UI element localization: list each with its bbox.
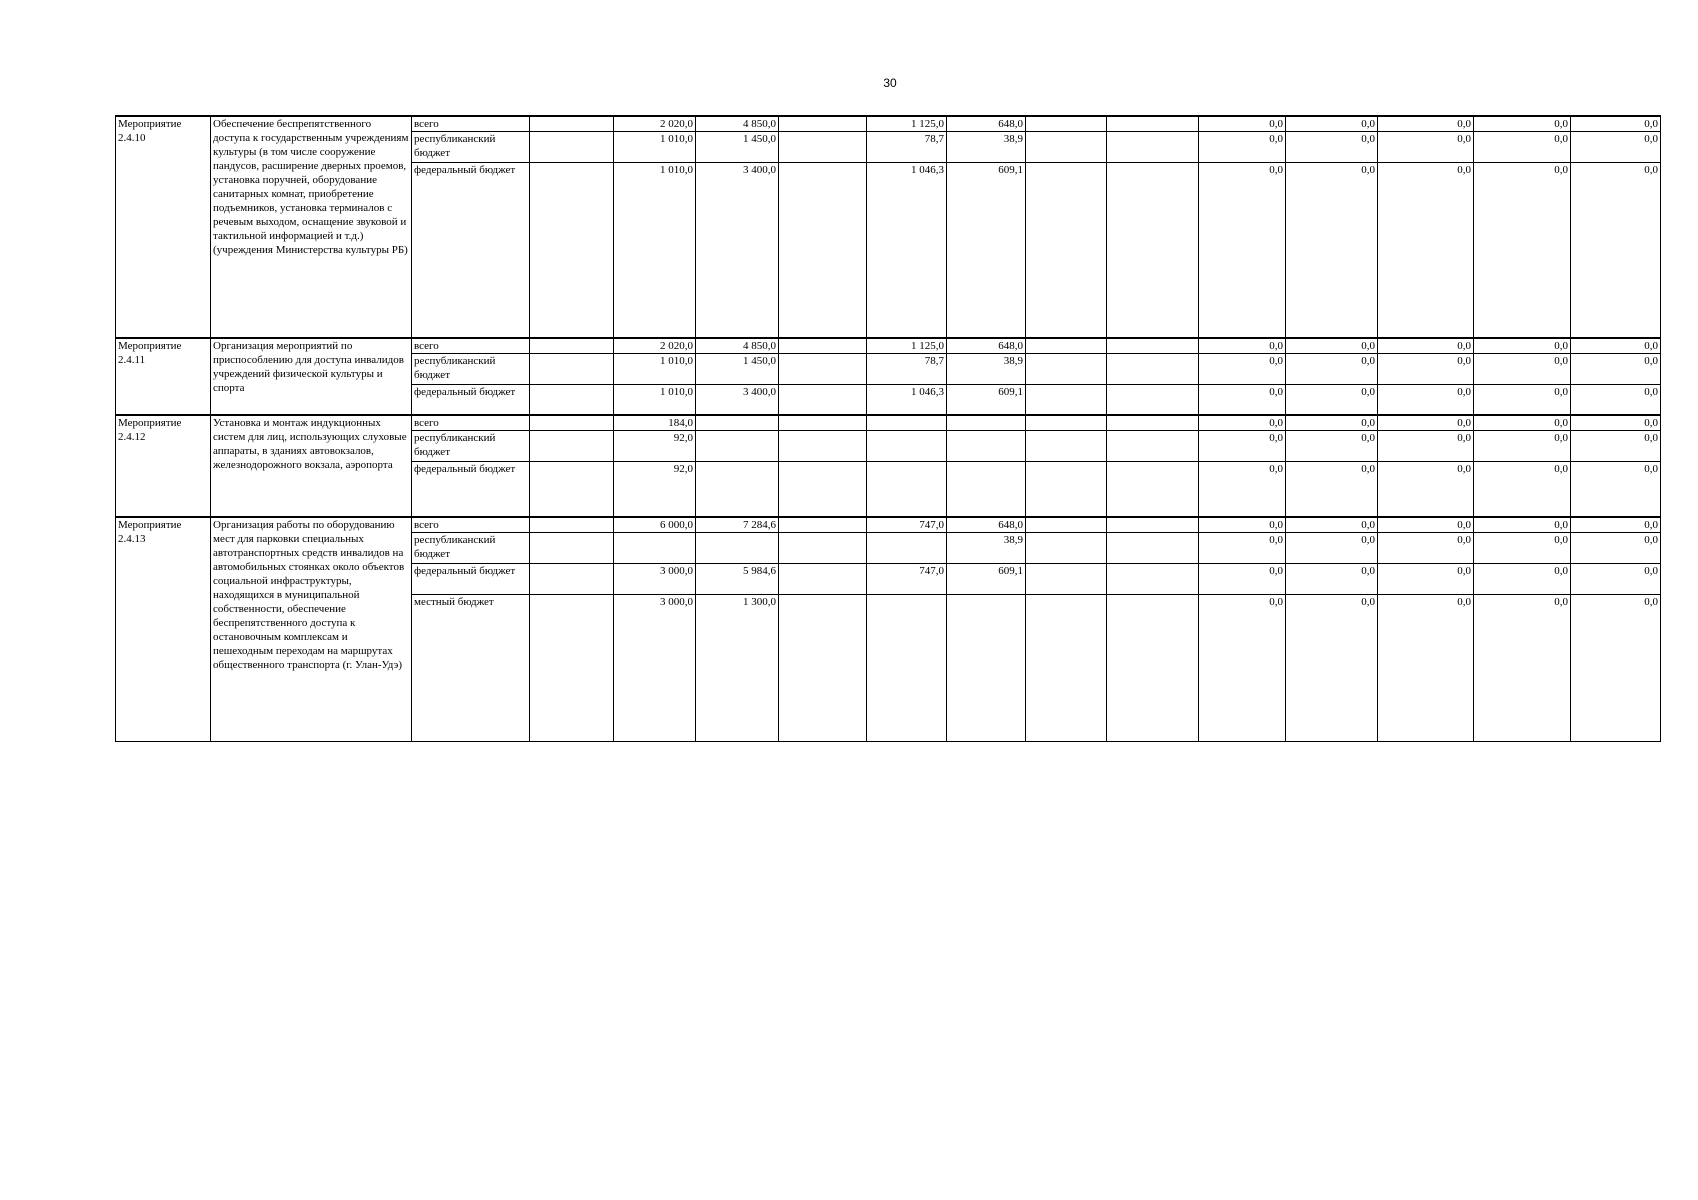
value-cell	[530, 415, 614, 431]
value-cell: 3 000,0	[614, 594, 696, 741]
page-number: 30	[883, 76, 897, 90]
value-cell: 0,0	[1286, 462, 1378, 517]
value-cell: 0,0	[1571, 116, 1661, 132]
value-cell	[779, 353, 867, 384]
value-cell	[530, 338, 614, 354]
value-cell: 0,0	[1571, 353, 1661, 384]
value-cell: 747,0	[867, 563, 947, 594]
value-cell: 1 125,0	[867, 338, 947, 354]
value-cell: 0,0	[1474, 116, 1571, 132]
value-cell: 1 125,0	[867, 116, 947, 132]
value-cell: 0,0	[1286, 132, 1378, 163]
value-cell: 92,0	[614, 431, 696, 462]
event-description: Организация работы по оборудованию мест для парковки специальных автотранспортных средств инвалидов на автомобильных стоянках около объектов социальной инфраструктуры, находящихся в муниципальной собственности, обеспечение беспрепятственного доступа к остановочным комплексам и пешеходным переходам на маршрутах общественного транспорта (г. Улан-Удэ)	[211, 517, 412, 742]
value-cell	[530, 163, 614, 338]
value-cell: 1 450,0	[696, 353, 779, 384]
value-cell	[947, 431, 1026, 462]
value-cell: 0,0	[1199, 163, 1286, 338]
value-cell	[1107, 338, 1199, 354]
value-cell: 0,0	[1378, 338, 1474, 354]
value-cell	[696, 532, 779, 563]
value-cell: 0,0	[1199, 462, 1286, 517]
value-cell	[1026, 338, 1107, 354]
value-cell: 0,0	[1571, 563, 1661, 594]
value-cell: 0,0	[1474, 353, 1571, 384]
value-cell	[1107, 384, 1199, 415]
value-cell: 0,0	[1199, 563, 1286, 594]
value-cell: 747,0	[867, 517, 947, 533]
value-cell	[947, 594, 1026, 741]
value-cell: 0,0	[1378, 116, 1474, 132]
value-cell: 0,0	[1474, 338, 1571, 354]
funding-source: федеральный бюджет	[412, 563, 530, 594]
value-cell: 0,0	[1378, 353, 1474, 384]
value-cell: 0,0	[1199, 415, 1286, 431]
value-cell	[1107, 563, 1199, 594]
value-cell	[530, 532, 614, 563]
value-cell: 609,1	[947, 163, 1026, 338]
value-cell: 0,0	[1378, 163, 1474, 338]
value-cell: 0,0	[1286, 116, 1378, 132]
value-cell: 7 284,6	[696, 517, 779, 533]
value-cell: 78,7	[867, 353, 947, 384]
value-cell: 5 984,6	[696, 563, 779, 594]
value-cell: 3 400,0	[696, 163, 779, 338]
value-cell: 0,0	[1286, 353, 1378, 384]
value-cell	[696, 431, 779, 462]
value-cell: 1 010,0	[614, 353, 696, 384]
value-cell: 0,0	[1378, 517, 1474, 533]
value-cell: 0,0	[1571, 462, 1661, 517]
value-cell	[867, 415, 947, 431]
value-cell: 0,0	[1378, 594, 1474, 741]
value-cell	[530, 594, 614, 741]
value-cell	[1026, 431, 1107, 462]
value-cell: 0,0	[1571, 338, 1661, 354]
value-cell: 3 000,0	[614, 563, 696, 594]
funding-source: всего	[412, 116, 530, 132]
funding-source: республиканский бюджет	[412, 132, 530, 163]
value-cell: 1 010,0	[614, 163, 696, 338]
value-cell: 609,1	[947, 563, 1026, 594]
value-cell: 0,0	[1378, 132, 1474, 163]
value-cell: 0,0	[1378, 431, 1474, 462]
value-cell: 0,0	[1378, 384, 1474, 415]
value-cell: 0,0	[1199, 532, 1286, 563]
value-cell: 0,0	[1378, 563, 1474, 594]
value-cell: 648,0	[947, 338, 1026, 354]
table-row	[116, 415, 1661, 431]
value-cell	[1107, 517, 1199, 533]
value-cell	[530, 116, 614, 132]
value-cell: 0,0	[1286, 532, 1378, 563]
value-cell: 0,0	[1378, 532, 1474, 563]
value-cell: 38,9	[947, 532, 1026, 563]
value-cell	[779, 415, 867, 431]
value-cell: 0,0	[1199, 431, 1286, 462]
value-cell	[779, 594, 867, 741]
value-cell	[779, 532, 867, 563]
value-cell: 38,9	[947, 132, 1026, 163]
value-cell	[530, 517, 614, 533]
value-cell	[867, 462, 947, 517]
event-description: Обеспечение беспрепятственного доступа к государственным учреждениям культуры (в том числе сооружение пандусов, расширение дверных проемов, установка поручней, оборудование санитарных комнат, приобретение подъемников, установка терминалов с речевым выходом, оснащение звуковой и тактильной информацией и т.д.) (учреждения Министерства культуры РБ)	[211, 116, 412, 338]
value-cell: 0,0	[1474, 415, 1571, 431]
value-cell	[779, 132, 867, 163]
value-cell	[779, 462, 867, 517]
value-cell: 0,0	[1199, 132, 1286, 163]
value-cell: 0,0	[1474, 517, 1571, 533]
value-cell	[1107, 163, 1199, 338]
value-cell: 2 020,0	[614, 116, 696, 132]
value-cell	[1026, 163, 1107, 338]
value-cell: 92,0	[614, 462, 696, 517]
table-row	[116, 116, 1661, 132]
value-cell	[1026, 563, 1107, 594]
value-cell	[779, 116, 867, 132]
value-cell	[867, 431, 947, 462]
value-cell: 0,0	[1474, 462, 1571, 517]
value-cell	[1026, 462, 1107, 517]
value-cell: 0,0	[1286, 415, 1378, 431]
value-cell	[1026, 594, 1107, 741]
value-cell	[1026, 132, 1107, 163]
value-cell: 0,0	[1378, 415, 1474, 431]
value-cell: 609,1	[947, 384, 1026, 415]
funding-source: федеральный бюджет	[412, 163, 530, 338]
value-cell	[779, 384, 867, 415]
value-cell	[614, 532, 696, 563]
event-code: Мероприятие 2.4.12	[116, 415, 211, 517]
funding-source: всего	[412, 517, 530, 533]
value-cell: 0,0	[1571, 594, 1661, 741]
value-cell	[530, 132, 614, 163]
value-cell: 1 450,0	[696, 132, 779, 163]
value-cell: 0,0	[1286, 384, 1378, 415]
value-cell	[1107, 116, 1199, 132]
value-cell	[1026, 384, 1107, 415]
value-cell: 0,0	[1199, 116, 1286, 132]
value-cell	[530, 353, 614, 384]
value-cell: 0,0	[1474, 384, 1571, 415]
value-cell: 0,0	[1571, 384, 1661, 415]
budget-table	[115, 115, 1661, 742]
funding-source: республиканский бюджет	[412, 532, 530, 563]
event-description: Организация мероприятий по приспособлению для доступа инвалидов учреждений физической культуры и спорта	[211, 338, 412, 416]
value-cell: 0,0	[1199, 338, 1286, 354]
value-cell: 0,0	[1286, 431, 1378, 462]
value-cell	[1026, 415, 1107, 431]
event-code: Мероприятие 2.4.11	[116, 338, 211, 416]
funding-source: республиканский бюджет	[412, 431, 530, 462]
value-cell	[1026, 517, 1107, 533]
value-cell: 0,0	[1474, 132, 1571, 163]
value-cell	[530, 431, 614, 462]
funding-source: федеральный бюджет	[412, 462, 530, 517]
value-cell	[1107, 415, 1199, 431]
value-cell: 1 046,3	[867, 163, 947, 338]
table-row	[116, 517, 1661, 533]
funding-source: федеральный бюджет	[412, 384, 530, 415]
funding-source: республиканский бюджет	[412, 353, 530, 384]
value-cell: 6 000,0	[614, 517, 696, 533]
value-cell	[867, 594, 947, 741]
value-cell	[1107, 594, 1199, 741]
value-cell	[1107, 353, 1199, 384]
value-cell	[779, 517, 867, 533]
value-cell	[1026, 532, 1107, 563]
event-code: Мероприятие 2.4.10	[116, 116, 211, 338]
value-cell	[779, 431, 867, 462]
value-cell: 3 400,0	[696, 384, 779, 415]
value-cell	[530, 462, 614, 517]
event-description: Установка и монтаж индукционных систем для лиц, использующих слуховые аппараты, в зданиях автовокзалов, железнодорожного вокзала, аэропорта	[211, 415, 412, 517]
value-cell	[696, 462, 779, 517]
value-cell: 648,0	[947, 517, 1026, 533]
value-cell: 0,0	[1474, 163, 1571, 338]
value-cell: 0,0	[1286, 594, 1378, 741]
value-cell: 0,0	[1571, 532, 1661, 563]
value-cell	[947, 415, 1026, 431]
value-cell: 0,0	[1474, 532, 1571, 563]
value-cell: 2 020,0	[614, 338, 696, 354]
value-cell: 0,0	[1571, 431, 1661, 462]
value-cell	[1107, 132, 1199, 163]
value-cell	[1026, 353, 1107, 384]
value-cell: 0,0	[1199, 517, 1286, 533]
value-cell: 1 300,0	[696, 594, 779, 741]
value-cell: 0,0	[1199, 353, 1286, 384]
value-cell	[530, 384, 614, 415]
value-cell: 0,0	[1199, 594, 1286, 741]
value-cell	[530, 563, 614, 594]
value-cell: 0,0	[1474, 594, 1571, 741]
value-cell: 1 046,3	[867, 384, 947, 415]
value-cell	[779, 563, 867, 594]
funding-source: всего	[412, 415, 530, 431]
value-cell: 78,7	[867, 132, 947, 163]
funding-source: местный бюджет	[412, 594, 530, 741]
value-cell: 0,0	[1571, 517, 1661, 533]
value-cell: 0,0	[1571, 415, 1661, 431]
value-cell: 38,9	[947, 353, 1026, 384]
value-cell	[696, 415, 779, 431]
value-cell: 0,0	[1286, 517, 1378, 533]
value-cell	[1026, 116, 1107, 132]
value-cell	[1107, 462, 1199, 517]
value-cell: 0,0	[1474, 563, 1571, 594]
value-cell	[867, 532, 947, 563]
value-cell: 0,0	[1286, 163, 1378, 338]
value-cell: 0,0	[1286, 338, 1378, 354]
event-code: Мероприятие 2.4.13	[116, 517, 211, 742]
value-cell: 0,0	[1571, 132, 1661, 163]
value-cell	[779, 163, 867, 338]
table-row	[116, 338, 1661, 354]
value-cell	[947, 462, 1026, 517]
value-cell: 0,0	[1286, 563, 1378, 594]
value-cell: 0,0	[1199, 384, 1286, 415]
value-cell	[1107, 532, 1199, 563]
value-cell: 4 850,0	[696, 116, 779, 132]
value-cell: 1 010,0	[614, 132, 696, 163]
value-cell	[779, 338, 867, 354]
value-cell: 648,0	[947, 116, 1026, 132]
value-cell: 0,0	[1474, 431, 1571, 462]
value-cell: 0,0	[1571, 163, 1661, 338]
value-cell	[1107, 431, 1199, 462]
value-cell: 184,0	[614, 415, 696, 431]
value-cell: 0,0	[1378, 462, 1474, 517]
value-cell: 1 010,0	[614, 384, 696, 415]
value-cell: 4 850,0	[696, 338, 779, 354]
funding-source: всего	[412, 338, 530, 354]
